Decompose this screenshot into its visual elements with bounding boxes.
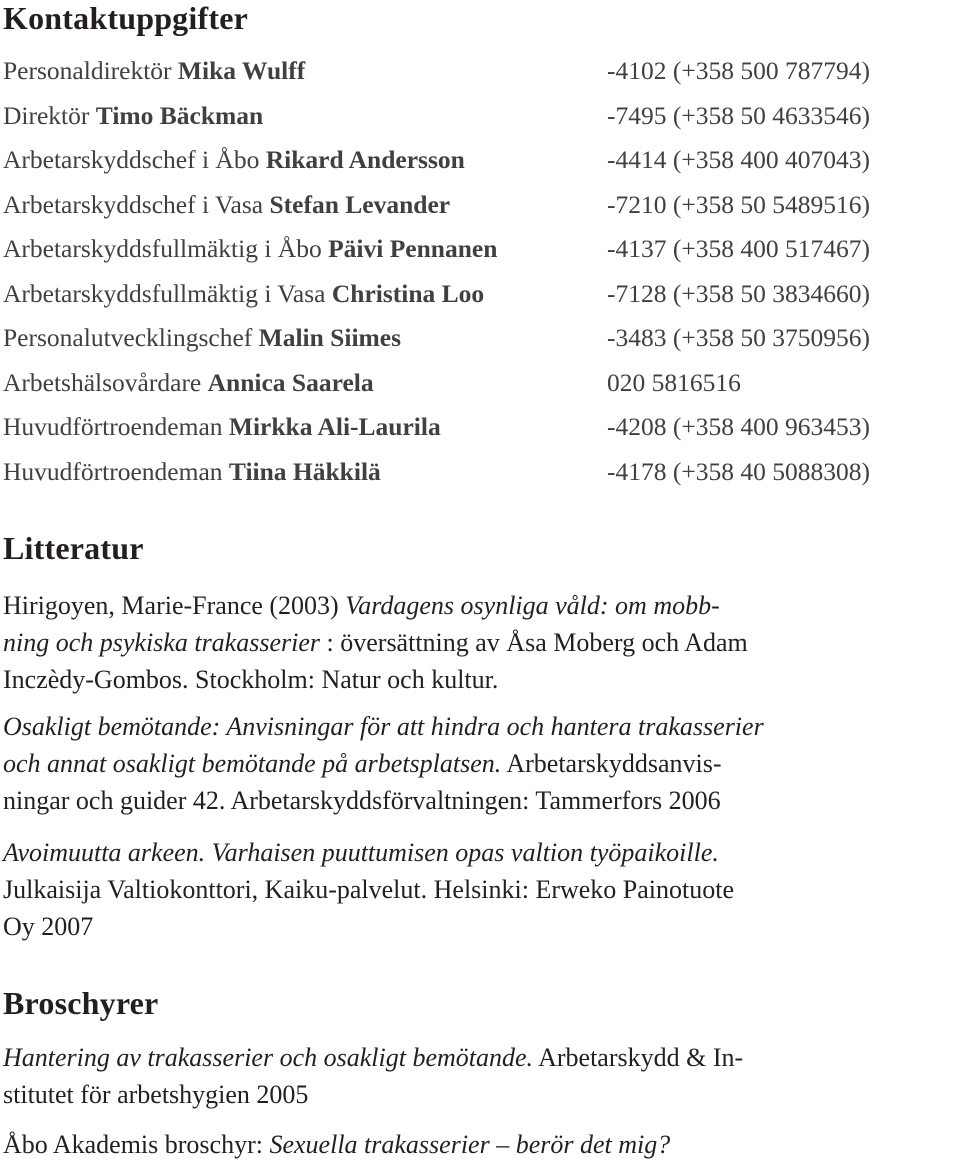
brochure-entry (3, 1039, 957, 1113)
contact-title: Direktör (3, 100, 90, 130)
contact-row (3, 361, 957, 406)
entry-line (3, 1080, 308, 1109)
contact-row (3, 405, 957, 450)
contact-name: Rikard Andersson (265, 145, 465, 174)
entry-text: : översättning av Åsa Moberg och Adam (320, 628, 748, 657)
entry-text: Julkaisija Valtiokonttori, Kaiku-palvelut. Helsinki: Erweko Painotuote (3, 875, 735, 904)
contact-phone: -7210 (+358 50 5489516) (607, 189, 870, 219)
entry-title: och annat osakligt bemötande på arbetsplatsen. (3, 749, 502, 778)
entry-text: Inczèdy-Gombos. Stockholm: Natur och kultur. (3, 665, 499, 694)
entry-title: Avoimuutta arkeen. Varhaisen puuttumisen opas valtion työpaikoille. (3, 838, 719, 867)
entry-line (3, 665, 498, 694)
contacts-heading: Kontaktuppgifter (3, 0, 248, 36)
contact-name: Mika Wulff (177, 56, 306, 85)
contact-row (3, 183, 957, 228)
contact-list (3, 49, 957, 494)
contact-name: Timo Bäckman (95, 100, 264, 130)
contact-role (3, 183, 450, 228)
contact-phone: -4102 (+358 500 787794) (607, 56, 870, 85)
contact-role (3, 450, 381, 495)
contact-phone: -4414 (+358 400 407043) (607, 145, 870, 174)
entry-line (3, 838, 719, 867)
contact-role (3, 227, 497, 272)
contact-role (3, 272, 484, 317)
contact-title: Arbetarskyddsfullmäktig i Vasa (3, 278, 326, 308)
contact-title: Personaldirektör (3, 56, 172, 85)
contact-title: Huvudförtroendeman (3, 412, 223, 441)
contact-phone: -7495 (+358 50 4633546) (607, 100, 870, 130)
literature-heading: Litteratur (3, 530, 144, 566)
contact-role (3, 405, 441, 450)
entry-text: Hirigoyen, Marie-France (2003) (3, 591, 346, 620)
contact-row (3, 227, 957, 272)
entry-line (3, 628, 748, 657)
contact-row (3, 450, 957, 495)
contact-role (3, 361, 374, 406)
contact-phone: -4137 (+358 400 517467) (607, 234, 870, 263)
contact-title: Arbetarskyddsfullmäktig i Åbo (3, 234, 322, 263)
literature-entry (3, 834, 957, 945)
contact-title: Huvudförtroendeman (3, 456, 223, 486)
contact-row (3, 316, 957, 361)
contact-name: Mirkka Ali-Laurila (228, 412, 441, 441)
contact-name: Malin Siimes (258, 323, 402, 352)
entry-text: Oy 2007 (3, 912, 94, 941)
entry-line (3, 712, 764, 741)
entry-text: stitutet för arbetshygien 2005 (3, 1080, 309, 1109)
contact-name: Stefan Levander (269, 189, 451, 219)
contact-name: Tiina Häkkilä (228, 456, 381, 486)
contact-role (3, 138, 465, 183)
entry-line (3, 912, 93, 941)
contact-name: Christina Loo (331, 278, 485, 308)
brochure-entry (3, 1126, 957, 1163)
contact-title: Arbetarskyddschef i Vasa (3, 189, 264, 219)
literature-entry (3, 708, 957, 819)
contact-title: Personalutvecklingschef (3, 323, 253, 352)
entry-text: Arbetarskyddsanvis- (501, 749, 722, 778)
entry-text: ningar och guider 42. Arbetarskyddsförvaltningen: Tammerfors 2006 (3, 786, 721, 815)
entry-title: Hantering av trakasserier och osakligt bemötande. (3, 1043, 534, 1072)
contact-phone: -7128 (+358 50 3834660) (607, 278, 870, 308)
contact-phone: 020 5816516 (607, 367, 741, 397)
contact-title: Arbetshälsovårdare (3, 367, 202, 397)
entry-text: Åbo Akademis broschyr: (3, 1130, 270, 1159)
contact-phone: -4178 (+358 40 5088308) (607, 456, 870, 486)
contact-role (3, 49, 305, 94)
entry-line (3, 786, 721, 815)
entry-line (3, 875, 734, 904)
entry-line (3, 1043, 743, 1072)
entry-title: Vardagens osynliga våld: om mobb- (345, 591, 720, 620)
contact-name: Päivi Pennanen (328, 234, 498, 263)
entry-title: ning och psykiska trakasserier (3, 628, 321, 657)
contact-row (3, 138, 957, 183)
contact-role (3, 94, 263, 139)
entry-title: Sexuella trakasserier – berör det mig? (269, 1130, 671, 1159)
entry-line (3, 749, 722, 778)
contact-role (3, 316, 401, 361)
entry-title: Osakligt bemötande: Anvisningar för att hindra och hantera trakasserier (3, 712, 764, 741)
brochures-heading: Broschyrer (3, 985, 159, 1021)
contact-title: Arbetarskyddschef i Åbo (3, 145, 260, 174)
literature-entry (3, 587, 957, 698)
contact-row (3, 94, 957, 139)
contact-row (3, 49, 957, 94)
contact-phone: -3483 (+358 50 3750956) (607, 323, 870, 352)
contact-row (3, 272, 957, 317)
entry-line (3, 591, 720, 620)
entry-text: Arbetarskydd & In- (533, 1043, 744, 1072)
entry-line (3, 1130, 670, 1159)
contact-phone: -4208 (+358 400 963453) (607, 412, 870, 441)
contact-name: Annica Saarela (207, 367, 374, 397)
